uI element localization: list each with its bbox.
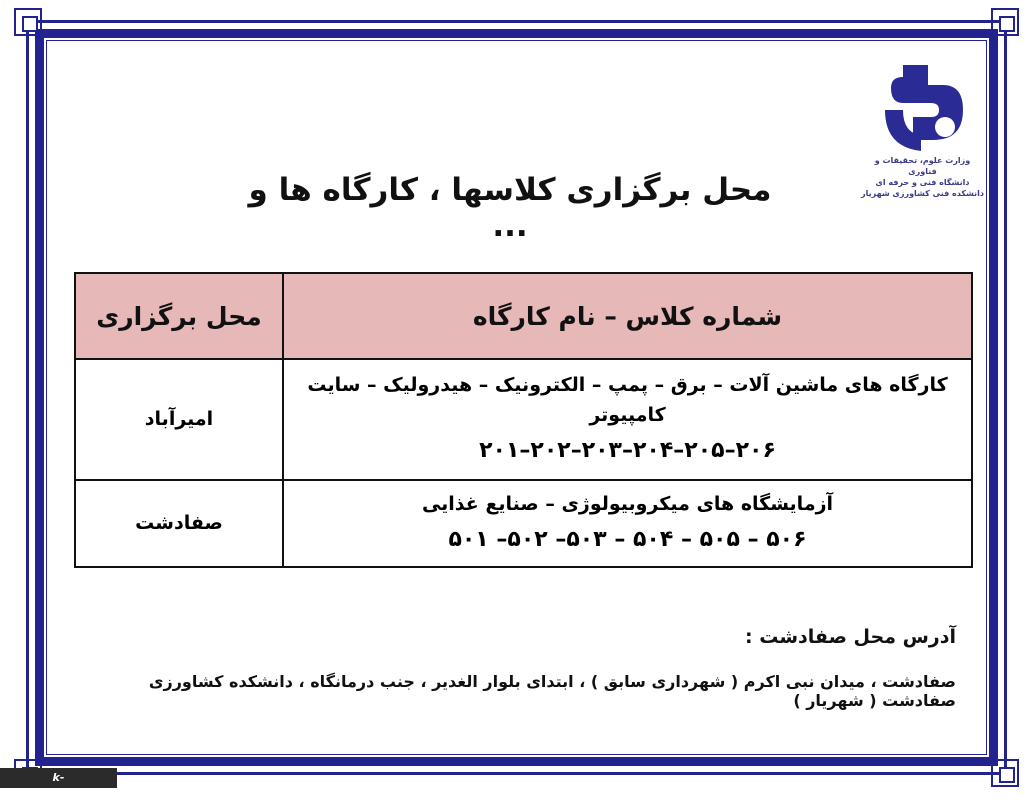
activity-cell bbox=[283, 480, 972, 567]
class-numbers: ۵۰۶ – ۵۰۵ – ۵۰۴ – ۵۰۳– ۵۰۲– ۵۰۱ bbox=[448, 527, 807, 553]
location-cell: صفادشت bbox=[75, 480, 283, 567]
location-cell: امیرآباد bbox=[75, 359, 283, 480]
workshop-names: کارگاه های ماشین آلات – برق – پمپ – الکترونیک – هیدرولیک – سایت کامپیوتر bbox=[307, 374, 948, 427]
venue-table bbox=[74, 272, 973, 568]
address-text: صفادشت ، میدان نبی اکرم ( شهرداری سابق ) ، ابتدای بلوار الغدیر ، جنب درمانگاه ، دانشکده کشاورزی صفادشت ( شهریار ) bbox=[148, 672, 956, 710]
header-location: محل برگزاری bbox=[75, 273, 283, 359]
activity-cell bbox=[283, 359, 972, 480]
logo-icon bbox=[873, 55, 973, 155]
logo-line: دانشکده فنی کشاورزی شهریار bbox=[861, 189, 984, 198]
page-title: محل برگزاری کلاسها ، کارگاه ها و ... bbox=[248, 172, 772, 244]
table-row bbox=[75, 480, 972, 567]
corner-ornament bbox=[991, 759, 1019, 787]
corner-ornament bbox=[991, 8, 1019, 36]
table-header-row bbox=[75, 273, 972, 359]
table-row bbox=[75, 359, 972, 480]
header-activity: شماره کلاس – نام کارگاه bbox=[283, 273, 972, 359]
workshop-names: آزمایشگاه های میکروبیولوژی – صنایع غذایی bbox=[421, 493, 834, 516]
corner-ornament bbox=[14, 8, 42, 36]
address-heading: آدرس محل صفادشت : bbox=[745, 626, 956, 648]
website-link[interactable]: k-shahryar.tvu.ac.ir bbox=[0, 768, 117, 788]
logo-line: دانشگاه فنی و حرفه ای bbox=[875, 178, 970, 187]
university-logo bbox=[860, 55, 985, 215]
logo-line: وزارت علوم، تحقیقات و فناوری bbox=[874, 156, 971, 176]
class-numbers: ۲۰۶–۲۰۵–۲۰۴–۲۰۳–۲۰۲–۲۰۱ bbox=[479, 438, 776, 464]
